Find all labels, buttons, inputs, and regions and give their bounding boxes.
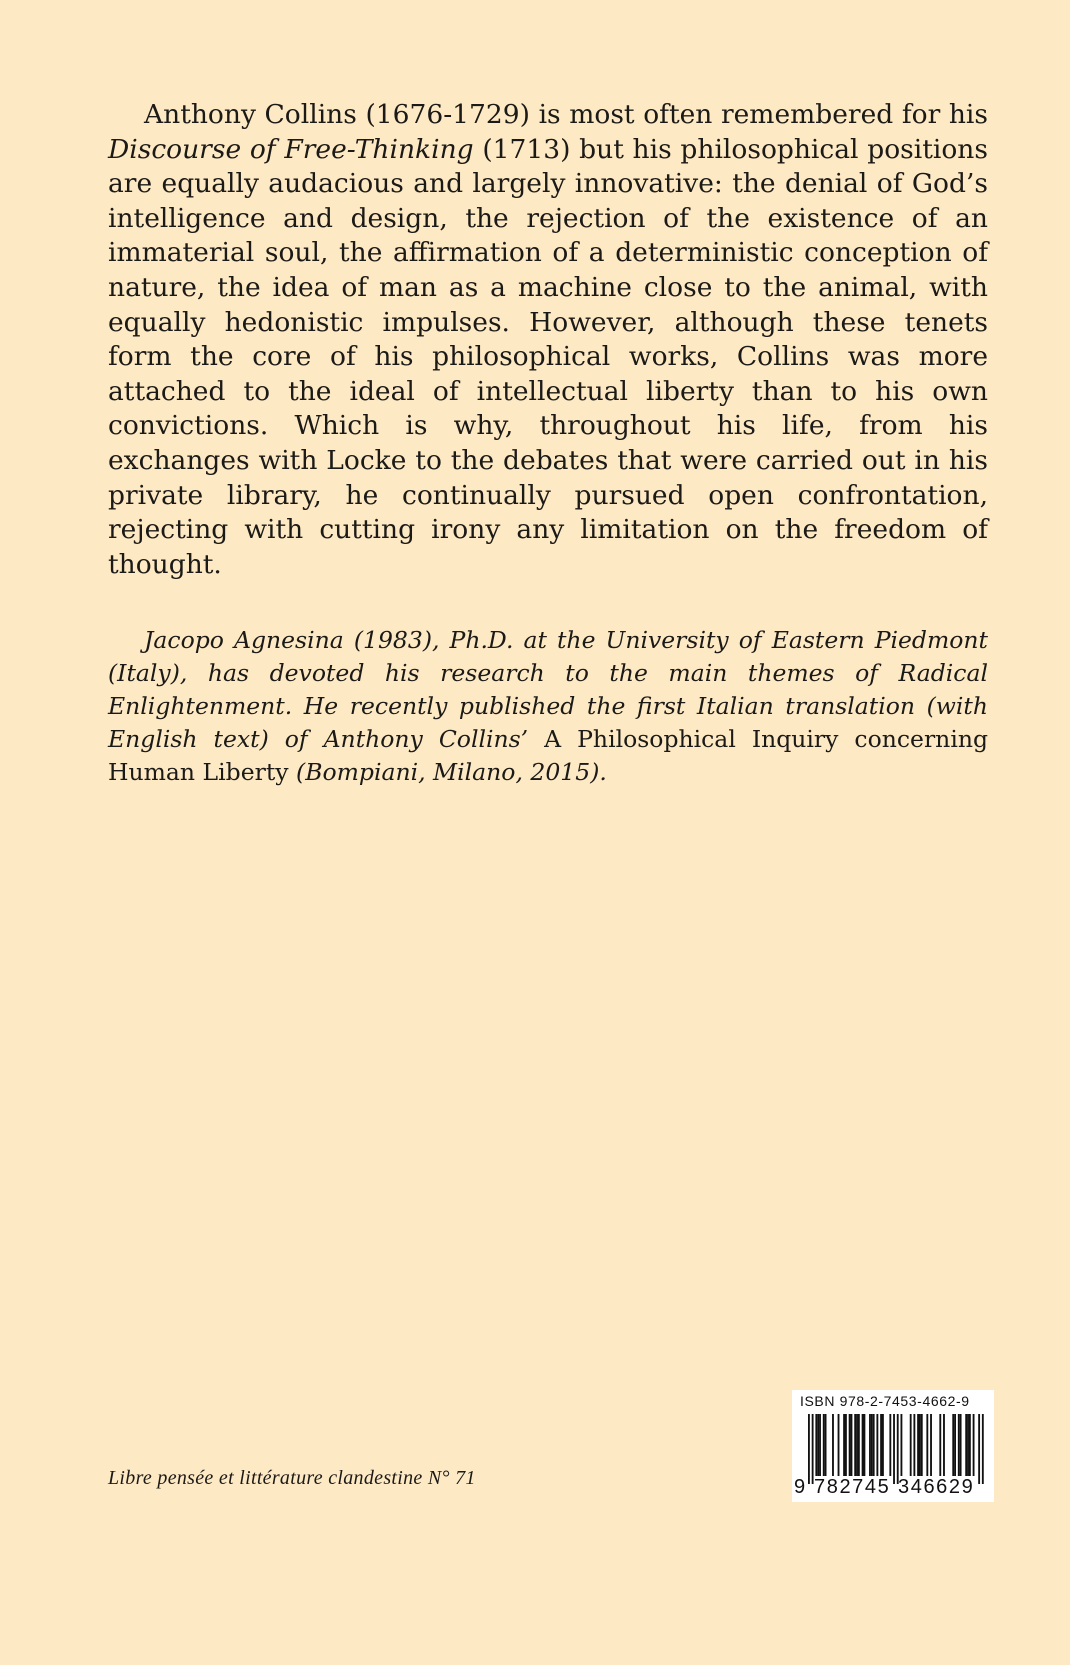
isbn-barcode [792, 1390, 994, 1502]
barcode-bar [917, 1414, 919, 1476]
barcode-bar [845, 1414, 847, 1476]
barcode-bar [812, 1414, 814, 1484]
barcode-digit-first: 9 [794, 1476, 806, 1498]
barcode-bar [869, 1414, 871, 1476]
barcode-bar [858, 1414, 860, 1476]
barcode-bar [843, 1414, 845, 1476]
barcode-digits-group2: 346629 [898, 1476, 975, 1498]
barcode-bar [973, 1414, 975, 1476]
barcode-bar [817, 1414, 819, 1476]
barcode-bar [978, 1414, 980, 1484]
blurb-text-1: Anthony Collins (1676-1729) is most often remembered for his [144, 99, 988, 130]
isbn-label: ISBN 978-2-7453-4662-9 [800, 1393, 970, 1409]
barcode-bar [838, 1414, 840, 1476]
barcode-bar [889, 1414, 891, 1476]
barcode-bar [943, 1414, 945, 1476]
barcode-bar [873, 1414, 875, 1476]
barcode-bar [819, 1414, 821, 1476]
bio-text-1: Jacopo Agnesina (1983), Ph.D. at the University of Eastern Piedmont (Italy), has devoted his research to the main themes of Radical Enlightenment. He recently published the first Italian translation (with English text) of Anthony Collins’ [108, 626, 988, 753]
barcode-bar [864, 1414, 866, 1476]
barcode-bar [880, 1414, 882, 1476]
barcode-bar [854, 1414, 856, 1476]
barcode-bar [919, 1414, 921, 1476]
barcode-bar [871, 1414, 873, 1476]
barcode-bar [910, 1414, 912, 1476]
barcode-bar [825, 1414, 827, 1476]
bio-text-2: (Bompiani, Milano, 2015). [296, 758, 607, 786]
barcode-bar [851, 1414, 853, 1476]
blurb-book-title: Discourse of Free-Thinking [108, 133, 474, 165]
barcode-bar [882, 1414, 884, 1476]
barcode-bar [965, 1414, 967, 1476]
barcode-bar [967, 1414, 969, 1476]
barcode-bar [832, 1414, 834, 1476]
barcode-bar [823, 1414, 825, 1476]
barcode-digits-group1: 782745 [814, 1476, 891, 1498]
barcode-bar [954, 1414, 956, 1476]
barcode-bar [969, 1414, 971, 1476]
barcode-bar [897, 1414, 899, 1484]
barcode-bar [815, 1414, 817, 1476]
book-blurb [108, 98, 988, 582]
barcode-bar [958, 1414, 960, 1476]
blurb-text-2: (1713) but his philosophical positions are equally audacious and largely innovative: the denial of God’s intelligence and design, the rejection of the existence of an immaterial soul, the affirmation of a deterministic conception of nature, the idea of man as a machine close to the animal, with equally hedonistic impulses. However, although these tenets form the core of his philosophical works, Collins was more attached to the ideal of intellectual liberty than to his own convictions. Which is why, throughout his life, from his exchanges with Locke to the debates that were carried out in his private library, he continually pursued open confrontation, rejecting with cutting irony any limitation on the freedom of thought. [108, 133, 988, 580]
bio-book-title: A Philosophical Inquiry concerning Human Liberty [108, 725, 989, 786]
barcode-bar [808, 1414, 810, 1484]
barcode-bar [862, 1414, 864, 1476]
barcode-bar [856, 1414, 858, 1476]
series-line: Libre pensée et littérature clandestine N° 71 [108, 1467, 476, 1489]
barcode-bar [960, 1414, 962, 1476]
barcode-bar [939, 1414, 941, 1476]
barcode-bar [921, 1414, 923, 1476]
barcode-bar [849, 1414, 851, 1476]
barcode-bar [930, 1414, 932, 1476]
barcode-bar [893, 1414, 895, 1484]
author-bio [108, 624, 988, 789]
barcode-bar [926, 1414, 928, 1476]
barcode-bar [913, 1414, 915, 1476]
barcode-bar [901, 1414, 903, 1476]
barcode-bar [982, 1414, 984, 1484]
barcode-bar [952, 1414, 954, 1476]
barcode-bar [876, 1414, 878, 1476]
